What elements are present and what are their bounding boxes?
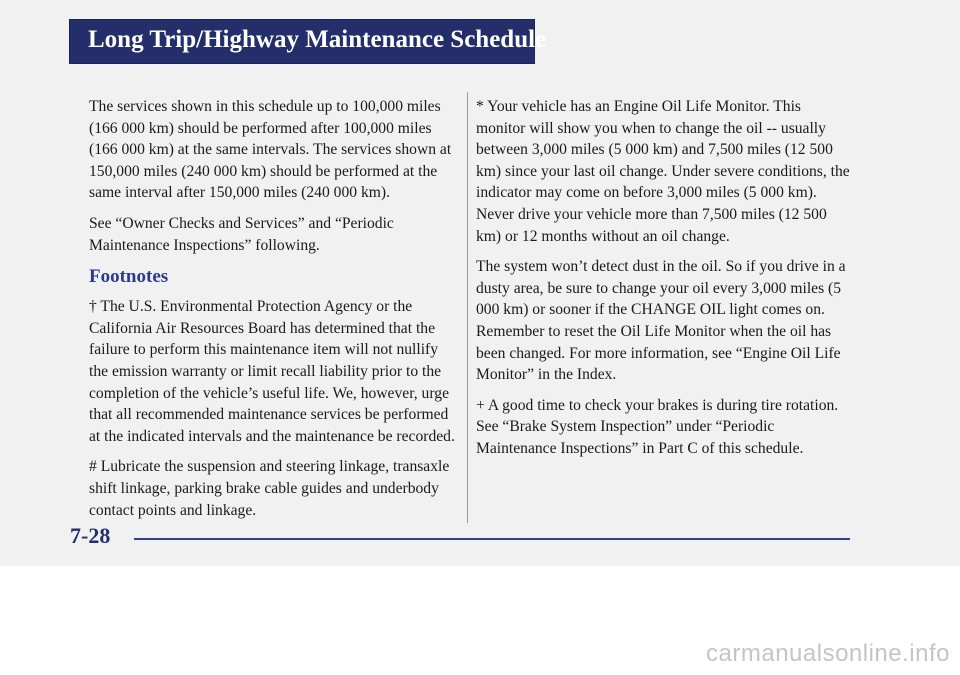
paragraph-see-also: See “Owner Checks and Services” and “Periodic Maintenance Inspections” following. [89,214,394,254]
paragraph-dust: The system won’t detect dust in the oil. So if you drive in a dusty area, be sure to change your oil every 3,000 miles (5 000 km) or sooner if the CHANGE OIL light comes on. Remember to reset the Oil Life Monitor when the oil has been changed. For more information, see “Engine Oil Life Monitor” in the Index. [476,258,846,384]
paragraph-schedule-intervals: The services shown in this schedule up to 100,000 miles (166 000 km) should be performed after 100,000 miles (166 000 km) at the same intervals. The services shown at 150,000 miles (240 000 km) should be performed at the same interval after 150,000 miles (240 000 km). [89,98,452,202]
footnotes-heading: Footnotes [89,266,169,288]
page-number: 7-28 [70,523,111,548]
column-divider [467,92,468,523]
left-column [89,96,459,530]
title-banner [70,20,547,63]
right-column [476,96,854,469]
footer-rule [134,538,850,540]
footnote-dagger: † The U.S. Environmental Protection Agency or the California Air Resources Board has determined that the failure to perform this maintenance item will not nullify the emission warranty or limit recall liability prior to the completion of the vehicle’s useful life. We, however, urge that all recommended maintenance services be performed at the indicated intervals and the maintenance be recorded. [89,298,455,445]
page-title: Long Trip/Highway Maintenance Schedule [88,26,547,53]
paragraph-brakes: + A good time to check your brakes is during tire rotation. See “Brake System Inspection” under “Periodic Maintenance Inspections” in Part C of this schedule. [476,396,839,457]
site-watermark: carmanualsonline.info [706,640,950,667]
paragraph-oil-life-monitor: * Your vehicle has an Engine Oil Life Monitor. This monitor will show you when to change the oil -- usually between 3,000 miles (5 000 km) and 7,500 miles (12 500 km) since your last oil change. Under severe conditions, the indicator may come on before 3,000 miles (5 000 km). Never drive your vehicle more than 7,500 miles (12 500 km) or 12 months without an oil change. [476,98,850,245]
footnote-hash: # Lubricate the suspension and steering linkage, transaxle shift linkage, parking brake cable guides and underbody contact points and linkage. [89,458,450,519]
